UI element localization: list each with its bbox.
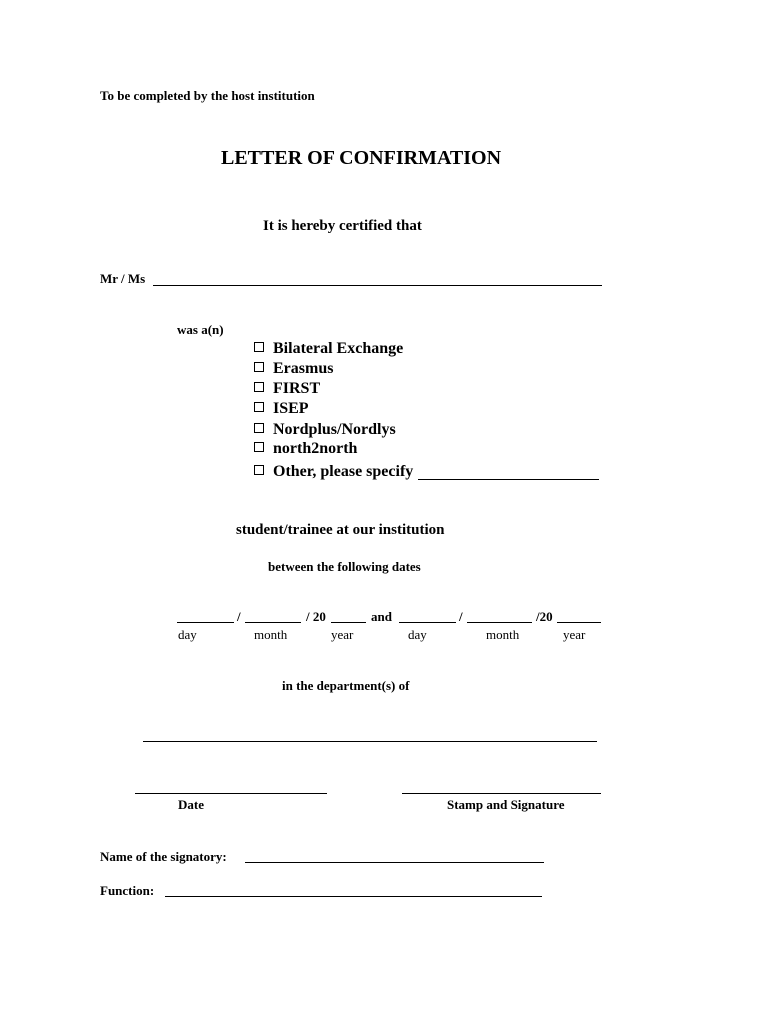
checkbox-icon[interactable] bbox=[254, 342, 264, 352]
was-label: was a(n) bbox=[177, 322, 224, 337]
checkbox-icon[interactable] bbox=[254, 362, 264, 372]
signatory-label: Name of the signatory: bbox=[100, 849, 227, 864]
and-label: and bbox=[371, 609, 392, 624]
program-option-first[interactable]: FIRST bbox=[254, 380, 320, 398]
student-text: student/trainee at our institution bbox=[236, 522, 445, 538]
signatory-field-line[interactable] bbox=[245, 862, 544, 863]
start-day-line[interactable] bbox=[177, 622, 234, 623]
page-title: LETTER OF CONFIRMATION bbox=[221, 147, 502, 169]
end-year-label: year bbox=[563, 627, 586, 642]
program-option-bilateral[interactable]: Bilateral Exchange bbox=[254, 340, 403, 358]
end-month-label: month bbox=[486, 627, 520, 642]
stamp-signature-line[interactable] bbox=[402, 793, 601, 794]
end-month-line[interactable] bbox=[467, 622, 532, 623]
department-text: in the department(s) of bbox=[282, 678, 410, 693]
function-label: Function: bbox=[100, 883, 155, 898]
date-signature-line[interactable] bbox=[135, 793, 327, 794]
end-day-label: day bbox=[408, 627, 427, 642]
dates-text: between the following dates bbox=[268, 559, 421, 574]
certify-text: It is hereby certified that bbox=[263, 218, 422, 234]
start-day-label: day bbox=[178, 627, 197, 642]
start-year-prefix: / 20 bbox=[306, 609, 326, 624]
name-field-line[interactable] bbox=[153, 285, 602, 286]
date-label: Date bbox=[178, 797, 204, 812]
header-note: To be completed by the host institution bbox=[100, 88, 315, 103]
end-day-line[interactable] bbox=[399, 622, 456, 623]
end-slash: / bbox=[459, 609, 463, 624]
program-option-other[interactable]: Other, please specify bbox=[254, 463, 413, 481]
checkbox-icon[interactable] bbox=[254, 402, 264, 412]
name-label: Mr / Ms bbox=[100, 271, 146, 286]
start-month-line[interactable] bbox=[245, 622, 301, 623]
start-slash: / bbox=[237, 609, 241, 624]
program-option-isep[interactable]: ISEP bbox=[254, 400, 309, 418]
end-year-prefix: /20 bbox=[536, 609, 553, 624]
checkbox-icon[interactable] bbox=[254, 382, 264, 392]
checkbox-icon[interactable] bbox=[254, 442, 264, 452]
program-option-nordplus[interactable]: Nordplus/Nordlys bbox=[254, 421, 396, 439]
department-field-line[interactable] bbox=[143, 741, 597, 742]
function-field-line[interactable] bbox=[165, 896, 542, 897]
start-month-label: month bbox=[254, 627, 288, 642]
checkbox-icon[interactable] bbox=[254, 423, 264, 433]
end-year-line[interactable] bbox=[557, 622, 601, 623]
program-option-erasmus[interactable]: Erasmus bbox=[254, 360, 333, 378]
program-option-north2north[interactable]: north2north bbox=[254, 440, 357, 458]
start-year-label: year bbox=[331, 627, 354, 642]
start-year-line[interactable] bbox=[331, 622, 366, 623]
other-specify-line[interactable] bbox=[418, 479, 599, 480]
stamp-label: Stamp and Signature bbox=[447, 797, 565, 812]
checkbox-icon[interactable] bbox=[254, 465, 264, 475]
